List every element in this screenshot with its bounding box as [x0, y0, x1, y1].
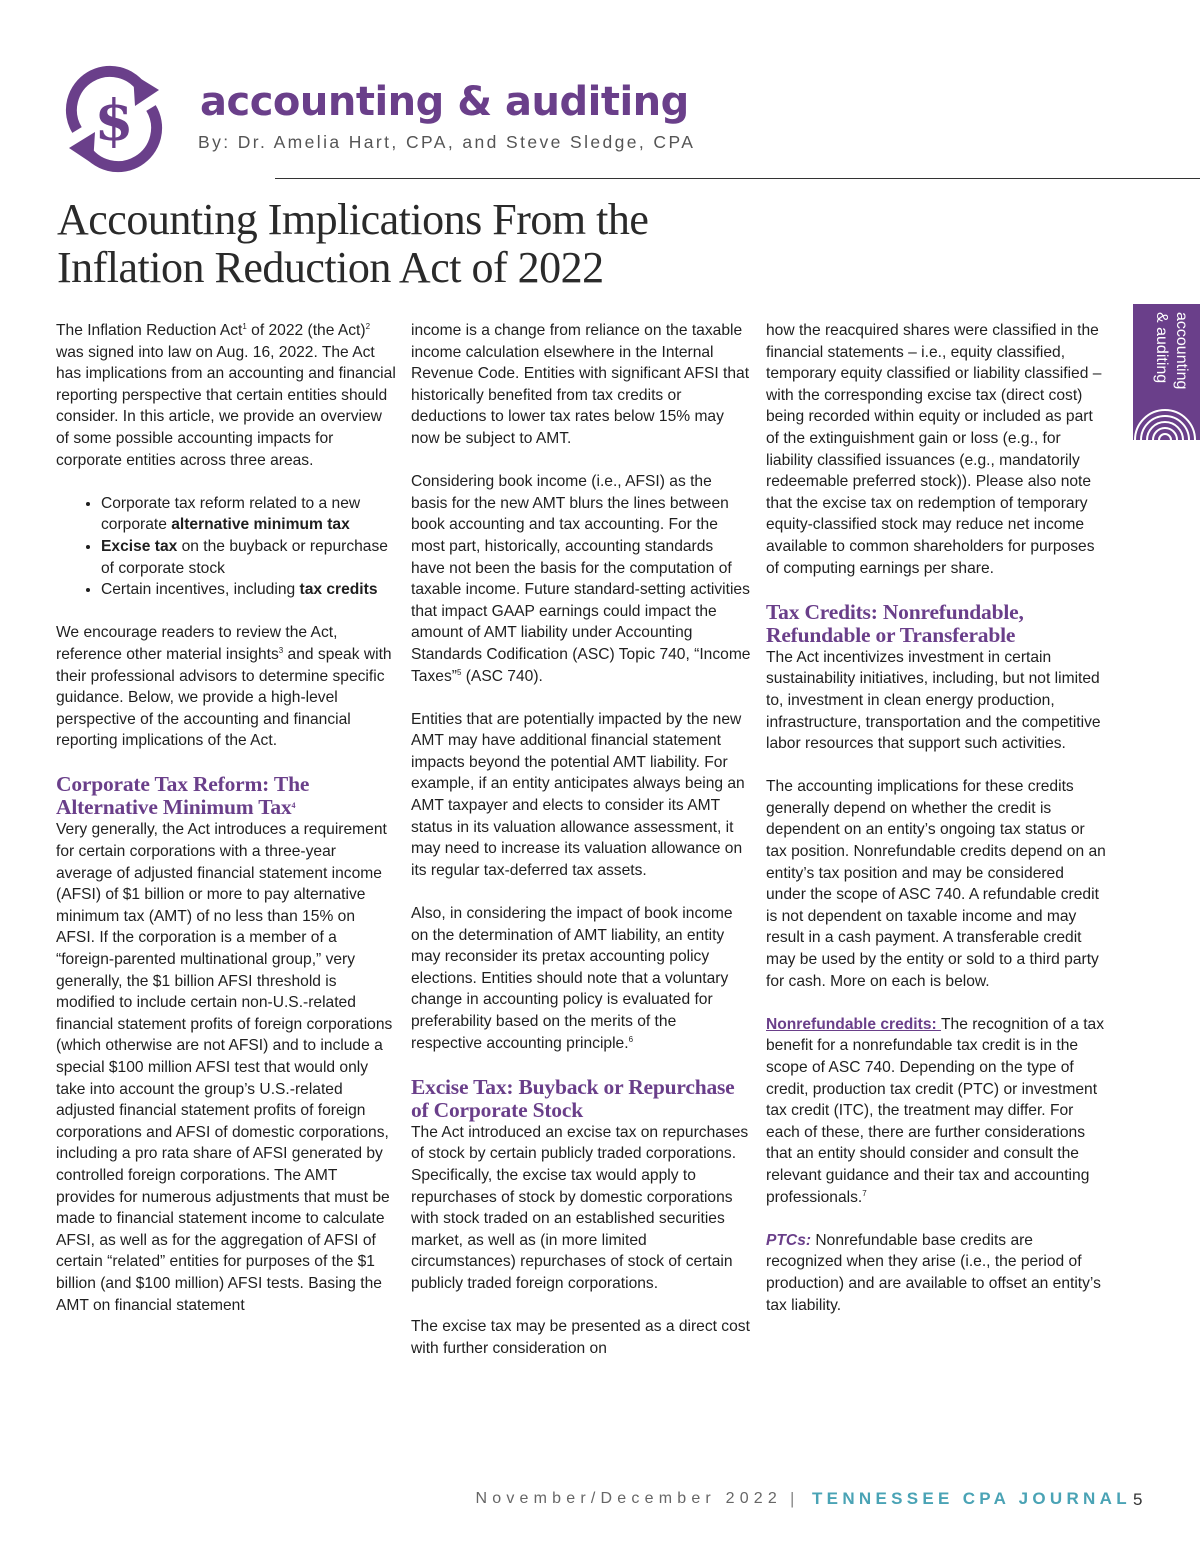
amt-paragraph: Very generally, the Act introduces a requirement for certain corporations with a three-year average of adjusted financial statement income (AFSI) of $1 billion or more to pay alternative minimum tax (AMT) of no less than 15% on AFSI. If the corporation is a member of a “foreign-parented multinational group,” very generally, the $1 billion AFSI threshold is modified to include certain non-U.S.-related financial statement profits of foreign corporations (which otherwise are not AFSI) and to include a special $100 million AFSI test that would only take into account the group’s U.S.-related adjusted financial statement profits of foreign corporations and AFSI of domestic corporations, including a pro rata share of AFSI generated by controlled foreign corporations. The AMT provides for numerous adjustments that must be made to financial statement income to calculate AFSI, as well as for the aggregation of AFSI of certain “related” entities for purposes of the $1 billion (and $100 million) AFSI tests. Basing the AMT on financial statement: [56, 821, 393, 1314]
journal-name: TENNESSEE CPA JOURNAL: [812, 1489, 1131, 1508]
nonrefundable-paragraph: Nonrefundable credits: The recognition of a tax benefit for a nonrefundable tax credit is in the scope of ASC 740. Depending on the type of credit, production tax credit (PTC) or investment tax credit (ITC), the treatment may differ. For each of these, there are further considerations that an entity should consider and consult the relevant guidance and their tax and accounting professionals.$^7$: [766, 1015, 1104, 1206]
article-title: [57, 196, 648, 292]
paragraph: The excise tax may be presented as a direct cost with further consideration on: [411, 1318, 750, 1357]
header-divider: [275, 178, 1200, 179]
paragraph: Also, in considering the impact of book income on the determination of AMT liability, an entity may reconsider its pretax accounting policy elections. Entities should note that a voluntary change in accounting policy is evaluated for preferability based on the merits of the respective accounting principle.$^6$: [411, 905, 733, 1052]
nonrefundable-credits-label: Nonrefundable credits:: [766, 1015, 942, 1033]
paragraph: The Act incentivizes investment in certain sustainability initiatives, including, but not limited to, investment in clean energy production, infrastructure, transportation and the competitive labor resources that support such activities.: [766, 648, 1101, 753]
heading-excise-tax: Excise Tax: Buyback or Repurchase of Corporate Stock: [411, 1074, 735, 1122]
encourage-paragraph: We encourage readers to review the Act, reference other material insights$^3$ and speak with their professional advisors to determine specific guidance. Below, we provide a high-level perspective of the accounting and financial reporting implications of the Act.: [56, 624, 392, 750]
byline: By: Dr. Amelia Hart, CPA, and Steve Sledge, CPA: [198, 132, 696, 152]
paragraph: The accounting implications for these credits generally depend on whether the credit is dependent on an entity’s ongoing tax status or tax position. Nonrefundable credits depend on an entity’s tax position and may be considered under the scope of ASC 740. A refundable credit is not dependent on taxable income and may result in a cash payment. A transferable credit may be used by the entity or sold to a third party for cash. More on each is below.: [766, 778, 1106, 990]
paragraph: The Act introduced an excise tax on repurchases of stock by certain publicly traded corporations. Specifically, the excise tax would apply to repurchases of stock by domestic corporations with stock traded on an established securities market, as well as (in more limited circumstances) repurchases of stock of certain publicly traded foreign corporations.: [411, 1123, 749, 1292]
ptc-label: PTCs:: [766, 1231, 812, 1249]
article-column-3: [766, 320, 1106, 1316]
page-number: 5: [1133, 1490, 1143, 1509]
list-item: • Corporate tax reform related to a new corporate alternative minimum tax: [101, 493, 396, 536]
article-column-2: [411, 320, 751, 1359]
decorative-arcs-icon: [1133, 400, 1200, 440]
section-side-tab: [1133, 304, 1200, 440]
list-item: • Certain incentives, including tax credits: [101, 579, 396, 601]
dollar-symbol: $: [94, 88, 134, 154]
article-title-line1: Accounting Implications From the: [57, 195, 649, 244]
intro-paragraph: The Inflation Reduction Act$^1$ of 2022 (the Act)$^2$ was signed into law on Aug. 16, 2022. The Act has implications from an accounting and financial reporting perspective that certain entities should consider. In this article, we provide an overview of some possible accounting impacts for corporate entities across three areas.: [56, 322, 396, 469]
article-column-1: [56, 320, 396, 1316]
section-title: accounting & auditing: [200, 79, 689, 125]
article-title-line2: Inflation Reduction Act of 2022: [57, 243, 604, 292]
paragraph: Entities that are potentially impacted by the new AMT may have additional financial statement impacts beyond the potential AMT liability. For example, if an entity anticipates always being an AMT taxpayer and elects to consider its AMT status in its valuation allowance assessment, it may need to increase its valuation allowance on its regular tax-deferred tax assets.: [411, 710, 745, 879]
side-tab-label: accounting & auditing: [1153, 312, 1190, 390]
paragraph: how the reacquired shares were classified in the financial statements – i.e., equity classified, temporary equity classified or liability classified – with the corresponding excise tax (direct cost) being recorded within equity or included as part of the extinguishment gain or loss (e.g., for liability classified issuances (e.g., mandatorily redeemable preferred stock)). Please also note that the excise tax on redemption of temporary equity-classified stock may reduce net income available to common shareholders for purposes of computing earnings per share.: [766, 322, 1102, 577]
dollar-cycle-icon: [55, 60, 173, 178]
list-item: • Excise tax on the buyback or repurchase of corporate stock: [101, 536, 396, 579]
issue-date: November/December 2022: [475, 1490, 782, 1507]
heading-corporate-tax-reform: Corporate Tax Reform: The Alternative Minimum Tax$^4$: [56, 772, 310, 820]
paragraph: income is a change from reliance on the taxable income calculation elsewhere in the Internal Revenue Code. Entities with significant AFSI that historically benefited from tax credits or deductions to lower tax rates below 15% may now be subject to AMT.: [411, 322, 750, 447]
page-footer: [0, 1488, 1200, 1512]
footer-separator: |: [790, 1489, 795, 1508]
ptc-paragraph: PTCs: Nonrefundable base credits are recognized when they arise (i.e., the period of production) and are available to offset an entity’s tax liability.: [766, 1231, 1101, 1314]
heading-tax-credits: Tax Credits: Nonrefundable, Refundable or Transferable: [766, 599, 1024, 647]
paragraph: Considering book income (i.e., AFSI) as the basis for the new AMT blurs the lines between book accounting and tax accounting. For the most part, historically, accounting standards have not been the basis for the computation of taxable income. Future standard-setting activities that impact GAAP earnings could impact the amount of AMT liability under Accounting Standards Codification (ASC) Topic 740, “Income Taxes”$^5$ (ASC 740).: [411, 473, 751, 685]
key-areas-list: [56, 493, 396, 601]
